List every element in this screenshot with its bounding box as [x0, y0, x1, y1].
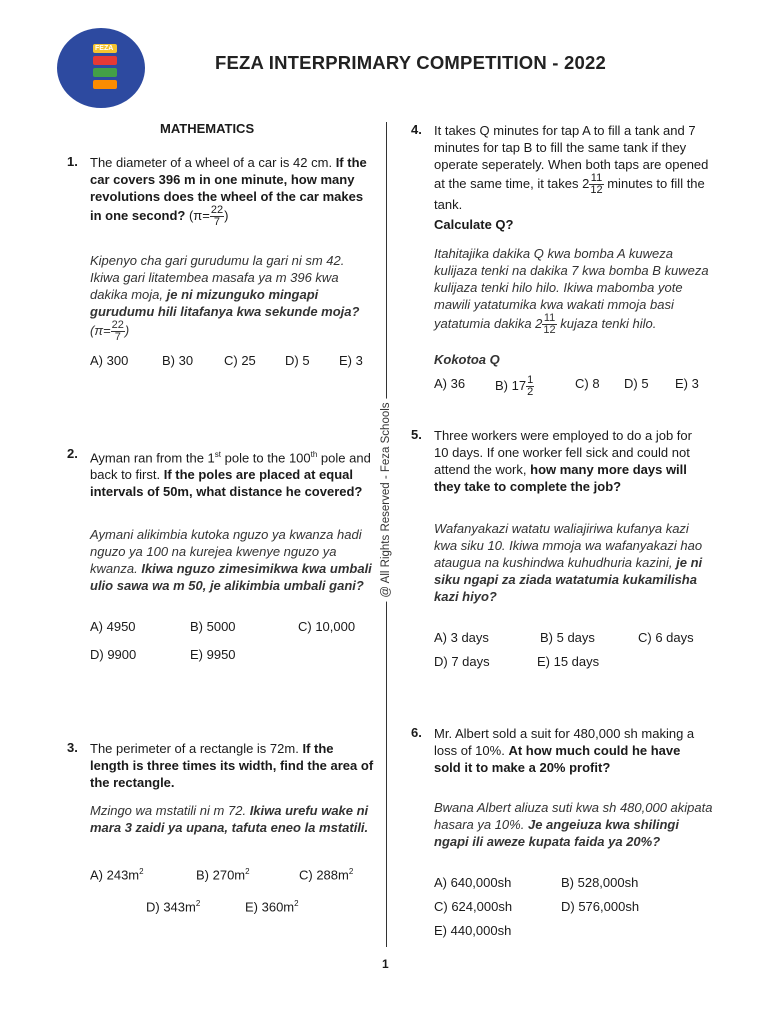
q5-option-e: E) 15 days [537, 654, 600, 669]
logo-block-red [93, 56, 117, 65]
q4-option-b: B) 17 $\frac{1}{2}$ [495, 374, 534, 398]
q6-en-bold: At how much could he have sold it to make a 20% profit? [434, 743, 681, 775]
question-5-swahili: Wafanyakazi watatu waliajiriwa kufanya kazi kwa siku 10. Ikiwa mmoja wa wafanyakazi hao ataugua na kushindwa kuhudhuria kazini, je ni siku ngapi za ziada watatumia kukamilisha kazi hiyo? [434, 521, 703, 604]
q1-en-text: The diameter of a wheel of a car is 42 cm. [90, 155, 333, 170]
q4-option-e: E) 3 [675, 376, 699, 391]
q1-en-bold: If the car covers 396 m in one minute, how many revolutions does the wheel of the car makes in one second? [90, 155, 367, 223]
question-1-swahili: Kipenyo cha gari gurudumu la gari ni sm 42. Ikiwa gari litatembea masafa ya m 396 kwa dakika moja, je ni mizunguko mingapi gurudumu hili litafanya kwa sekunde moja? (π= $\frac{22}{7}$ ) [90, 253, 360, 343]
q4-half-fraction: $\frac{1}{2}$ [527, 374, 534, 398]
q5-option-c: C) 6 days [638, 630, 694, 645]
page-number: 1 [382, 957, 389, 971]
q6-option-c: C) 624,000sh [434, 899, 513, 914]
q4-fraction-sw: $\frac{11}{12}$ [543, 312, 556, 336]
q1-en-pi: (π= [188, 207, 210, 223]
q1-option-b: B) 30 [162, 353, 194, 368]
q3-option-b: B) $270m^2$ [196, 867, 250, 883]
q5-option-a: A) 3 days [434, 630, 489, 645]
question-6-number: 6. [411, 725, 422, 740]
question-4-swahili-prompt: Kokotoa Q [434, 352, 500, 367]
q4-option-d: D) 5 [624, 376, 649, 391]
question-4-number: 4. [411, 122, 422, 137]
page-title: FEZA INTERPRIMARY COMPETITION - 2022 [215, 52, 606, 73]
q1-option-c: C) 25 [224, 353, 256, 368]
q6-sw-bold: Je angeiuza kwa shilingi ngapi ili aweze kupata faida ya 20%? [434, 817, 679, 849]
q6-option-e: E) 440,000sh [434, 923, 512, 938]
q3-sw-bold: Ikiwa urefu wake ni mara 3 zaidi ya upana, tafuta eneo la mstatili. [90, 803, 369, 835]
q1-sw-pi: (π= [90, 322, 111, 338]
question-1-english: The diameter of a wheel of a car is 42 cm. If the car covers 396 m in one minute, how many revolutions does the wheel of the car makes in one second? (π= $\frac{22}{7}$ ) [90, 155, 367, 228]
q6-option-d: D) 576,000sh [561, 899, 640, 914]
pi-fraction-sw: $\frac{22}{7}$ [111, 319, 124, 343]
q3-en-bold: If the length is three times its width, find the area of the rectangle. [90, 741, 374, 790]
q5-option-b: B) 5 days [540, 630, 595, 645]
question-3-english: The perimeter of a rectangle is 72m. If the length is three times its width, find the area of the rectangle. [90, 741, 374, 790]
q1-sw-bold: je ni mizunguko mingapi gurudumu hili litafanya kwa sekunde moja? [90, 287, 360, 319]
q4-option-c: C) 8 [575, 376, 600, 391]
q1-option-d: D) 5 [285, 353, 310, 368]
q2-option-b: B) 5000 [190, 619, 236, 634]
question-3-number: 3. [67, 740, 78, 755]
q2-option-a: A) 4950 [90, 619, 136, 634]
q1-option-e: E) 3 [339, 353, 363, 368]
question-2-english: Ayman ran from the 1st pole to the 100th pole and back to first. If the poles are placed at equal intervals of 50m, what distance he covered? [90, 450, 371, 500]
q3-option-d: D) $343m^2$ [146, 899, 201, 915]
q1-option-a: A) 300 [90, 353, 129, 368]
q1-sw-text: Kipenyo cha gari gurudumu la gari ni sm 42. Ikiwa gari litatembea masafa ya m 396 kwa dakika moja, [90, 253, 345, 302]
question-4-prompt: Calculate Q? [434, 217, 514, 232]
question-5-number: 5. [411, 427, 422, 442]
question-4-swahili: Itahitajika dakika Q kwa bomba A kuweza kulijaza tenki na dakika 7 kwa bomba B kuweza kulijaza tenki hilo hilo. Ikiwa mabomba yote mawili yatatumika kwa wakati mmoja basi yatatumia dakika 2 $\frac{11}{12}$ kujaza tenki hilo. [434, 246, 709, 336]
question-6-swahili: Bwana Albert aliuza suti kwa sh 480,000 akipata hasara ya 10%. Je angeiuza kwa shilingi ngapi ili aweze kupata faida ya 20%? [434, 800, 713, 849]
question-3-swahili: Mzingo wa mstatili ni m 72. Ikiwa urefu wake ni mara 3 zaidi ya upana, tafuta eneo la mstatili. [90, 803, 369, 835]
logo-text: FEZA [95, 45, 114, 52]
q6-option-a: A) 640,000sh [434, 875, 512, 890]
pi-fraction: $\frac{22}{7}$ [210, 204, 224, 228]
q2-option-d: D) 9900 [90, 647, 137, 662]
q3-option-c: C) $288m^2$ [299, 867, 354, 883]
q2-sw-bold: Ikiwa nguzo zimesimikwa kwa umbali ulio sawa wa m 50, je alikimbia umbali gani? [90, 561, 372, 593]
q2-option-c: C) 10,000 [298, 619, 356, 634]
question-2-swahili: Aymani alikimbia kutoka nguzo ya kwanza hadi nguzo ya 100 na kurejea kwenye nguzo ya kwanza. Ikiwa nguzo zimesimikwa kwa umbali ulio sawa wa m 50, je alikimbia umbali gani? [90, 527, 372, 593]
q3-option-a: A) $243m^2$ [90, 867, 144, 883]
q4-fraction: $\frac{11}{12}$ [590, 172, 603, 196]
feza-logo [57, 28, 145, 108]
q2-en-bold: If the poles are placed at equal intervals of 50m, what distance he covered? [90, 467, 363, 500]
q3-option-e: E) $360m^2$ [245, 899, 299, 915]
logo-block-orange [93, 80, 117, 89]
subject-heading: MATHEMATICS [160, 121, 255, 136]
q5-sw-bold: je ni siku ngapi za ziada watatumia kukamilisha kazi hiyo? [434, 555, 703, 604]
copyright-vertical-text: @ All Rights Reserved - Feza Schools [380, 398, 392, 601]
q5-option-d: D) 7 days [434, 654, 490, 669]
logo-block-green [93, 68, 117, 77]
question-4-english: It takes Q minutes for tap A to fill a tank and 7 minutes for tap B to fill the same tank if they operate seperately. When both taps are opened at the same time, it takes 2 $\frac{11}{12}$ minutes to fill the tank. [434, 123, 709, 212]
question-5-english: Three workers were employed to do a job for 10 days. If one worker fell sick and could not attend the work, how many more days will they take to complete the job? [434, 428, 692, 494]
question-2-number: 2. [67, 446, 78, 461]
q2-option-e: E) 9950 [190, 647, 236, 662]
q6-option-b: B) 528,000sh [561, 875, 639, 890]
q4-option-a: A) 36 [434, 376, 466, 391]
q5-en-bold: how many more days will they take to complete the job? [434, 462, 687, 494]
question-6-english: Mr. Albert sold a suit for 480,000 sh making a loss of 10%. At how much could he have sold it to make a 20% profit? [434, 726, 695, 775]
question-1-number: 1. [67, 154, 78, 169]
